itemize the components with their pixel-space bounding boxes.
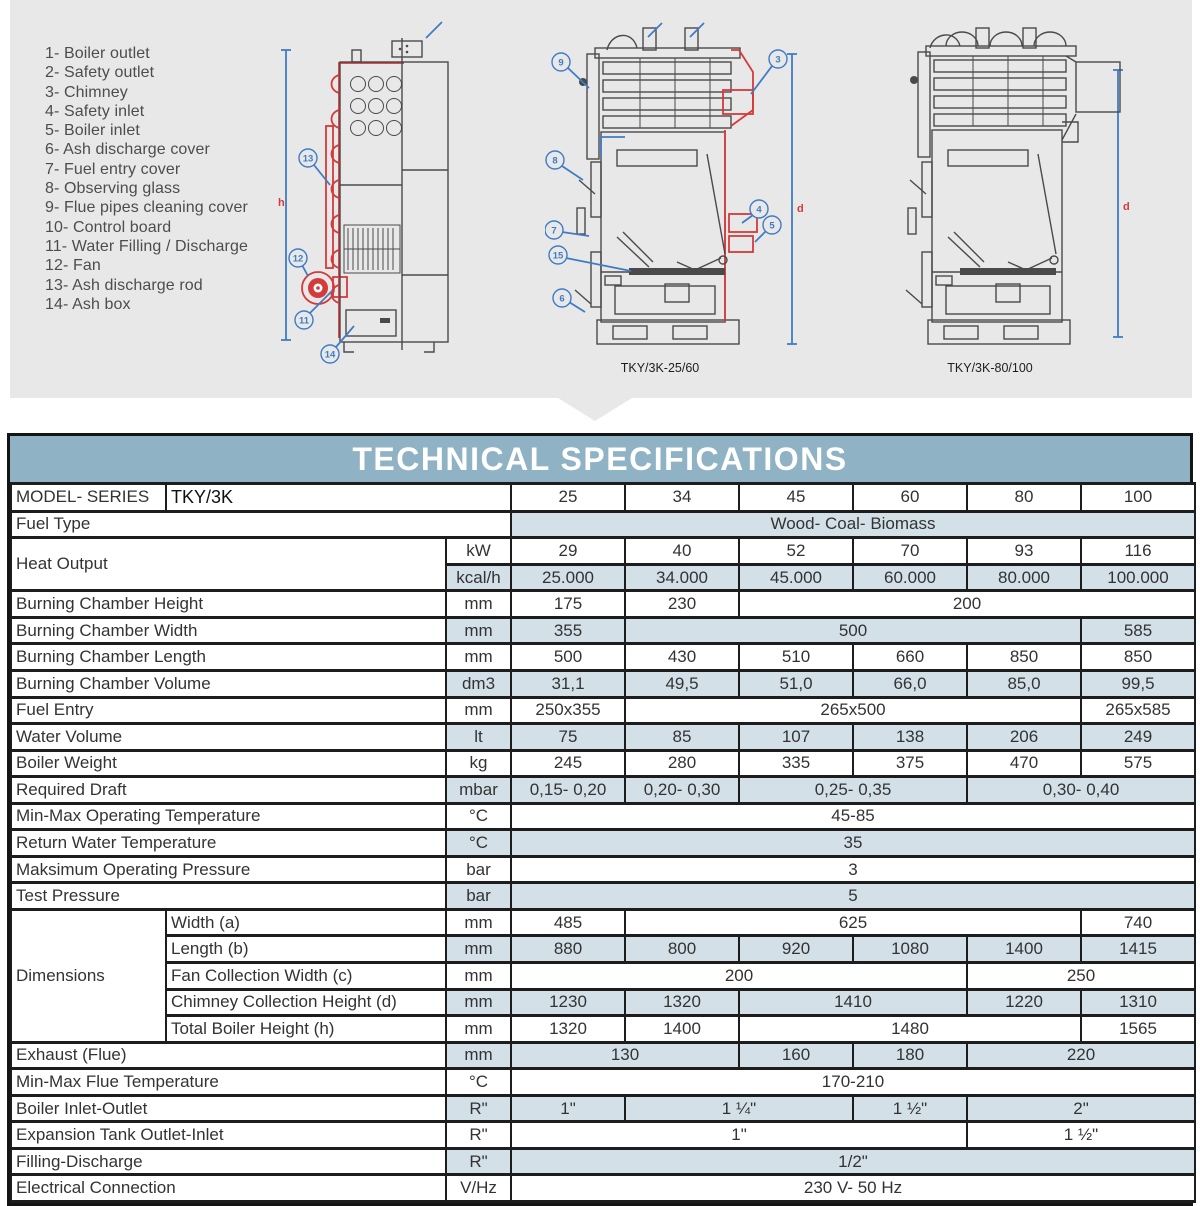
svg-text:3: 3 (775, 54, 781, 66)
spec-row (11, 1122, 1195, 1149)
spec-label: Exhaust (Flue) (11, 1042, 446, 1069)
spec-unit: °C (446, 803, 511, 830)
spec-label: Return Water Temperature (11, 830, 446, 857)
spec-unit: R" (446, 1148, 511, 1175)
spec-value: 170-210 (511, 1069, 1195, 1096)
dimension-line-d (787, 54, 804, 344)
spec-row (11, 1175, 1195, 1202)
spec-value: 1/2" (511, 1148, 1195, 1175)
callout-14 (321, 326, 354, 363)
spec-value: 130 (511, 1042, 739, 1069)
callout-15 (549, 246, 631, 271)
spec-value: 245 (511, 750, 625, 777)
spec-value: 175 (511, 591, 625, 618)
svg-text:5: 5 (769, 220, 775, 232)
spec-row (11, 697, 1195, 724)
spec-unit: bar (446, 883, 511, 910)
spec-value: 75 (511, 724, 625, 751)
spec-value: 100.000 (1081, 564, 1195, 591)
spec-value: 250x355 (511, 697, 625, 724)
svg-text:14: 14 (324, 349, 336, 361)
spec-unit: kW (446, 538, 511, 565)
spec-value: 500 (511, 644, 625, 671)
svg-text:d: d (1123, 201, 1130, 213)
spec-row (11, 989, 1195, 1016)
table-title: TECHNICAL SPECIFICATIONS (10, 436, 1190, 482)
spec-sublabel: Length (b) (166, 936, 446, 963)
callout-3 (751, 50, 787, 94)
spec-value: 40 (625, 538, 739, 565)
spec-value: 52 (739, 538, 853, 565)
spec-row (11, 963, 1195, 990)
dimension-line-h (278, 50, 291, 340)
spec-value: 470 (967, 750, 1081, 777)
spec-value: 0,25- 0,35 (739, 777, 967, 804)
spec-label: Required Draft (11, 777, 446, 804)
spec-row (11, 856, 1195, 883)
spec-value: 200 (739, 591, 1195, 618)
spec-value: 180 (853, 1042, 967, 1069)
spec-value: 70 (853, 538, 967, 565)
boiler-body (340, 38, 448, 350)
spec-value: 800 (625, 936, 739, 963)
spec-row (11, 511, 1195, 538)
spec-row (11, 803, 1195, 830)
spec-row (11, 644, 1195, 671)
svg-text:h: h (278, 197, 285, 209)
spec-value: 1320 (511, 1016, 625, 1043)
spec-table-body (11, 484, 1195, 1202)
spec-value: 51,0 (739, 670, 853, 697)
spec-value: 265x500 (625, 697, 1081, 724)
spec-label: Boiler Weight (11, 750, 446, 777)
svg-text:15: 15 (552, 250, 564, 262)
spec-value: 1080 (853, 936, 967, 963)
spec-value: 1400 (625, 1016, 739, 1043)
spec-value: 25.000 (511, 564, 625, 591)
spec-unit: mm (446, 909, 511, 936)
spec-unit: V/Hz (446, 1175, 511, 1202)
dimension-line-d (1113, 70, 1130, 337)
spec-value: Wood- Coal- Biomass (511, 511, 1195, 538)
spec-row (11, 1095, 1195, 1122)
svg-text:4: 4 (756, 204, 762, 216)
spec-row (11, 1069, 1195, 1096)
caption-tky-25-60: TKY/3K-25/60 (620, 361, 700, 375)
spec-value: 34.000 (625, 564, 739, 591)
spec-value: 1 ½" (853, 1095, 967, 1122)
spec-unit: kg (446, 750, 511, 777)
spec-value: 1" (511, 1095, 625, 1122)
spec-value: 80.000 (967, 564, 1081, 591)
spec-value: 85 (625, 724, 739, 751)
spec-value: 200 (511, 963, 967, 990)
spec-unit: mm (446, 936, 511, 963)
flue-cleaning-cover (579, 54, 599, 159)
svg-text:11: 11 (298, 315, 310, 327)
legend-item: 8- Observing glass (45, 180, 181, 198)
legend-item: 3- Chimney (45, 83, 128, 101)
spec-value: 49,5 (625, 670, 739, 697)
legend-item: 1- Boiler outlet (45, 45, 150, 62)
spec-label: Test Pressure (11, 883, 446, 910)
spec-label: Burning Chamber Height (11, 591, 446, 618)
spec-label: Expansion Tank Outlet-Inlet (11, 1122, 446, 1149)
spec-unit: mm (446, 644, 511, 671)
spec-value: 510 (739, 644, 853, 671)
svg-text:7: 7 (551, 225, 557, 237)
spec-unit: °C (446, 1069, 511, 1096)
spec-label: Filling-Discharge (11, 1148, 446, 1175)
spec-value: 160 (739, 1042, 853, 1069)
spec-value: 375 (853, 750, 967, 777)
spec-sublabel: Width (a) (166, 909, 446, 936)
spec-row (11, 538, 1195, 565)
spec-label: Burning Chamber Width (11, 617, 446, 644)
spec-value: 99,5 (1081, 670, 1195, 697)
spec-row (11, 1016, 1195, 1043)
spec-value: 45-85 (511, 803, 1195, 830)
spec-label: Fuel Entry (11, 697, 446, 724)
callout-12 (289, 249, 308, 276)
diagram-tky-25-60 (545, 22, 815, 362)
spec-row (11, 1148, 1195, 1175)
spec-label: Water Volume (11, 724, 446, 751)
fuel-door-funnel (617, 154, 727, 302)
legend-item: 7- Fuel entry cover (45, 160, 181, 178)
spec-value: 1310 (1081, 989, 1195, 1016)
spec-value: 34 (625, 484, 739, 512)
spec-unit: mm (446, 963, 511, 990)
legend-item: 10- Control board (45, 218, 172, 236)
spec-label: Burning Chamber Length (11, 644, 446, 671)
spec-value: 575 (1081, 750, 1195, 777)
spec-value: 850 (1081, 644, 1195, 671)
ash-box (344, 310, 434, 352)
spec-value: 1230 (511, 989, 625, 1016)
spec-value: 1" (511, 1122, 967, 1149)
svg-text:12: 12 (292, 253, 304, 265)
spec-value: 230 (625, 591, 739, 618)
callout-9 (552, 53, 589, 88)
door-handles (906, 162, 932, 307)
spec-label: Boiler Inlet-Outlet (11, 1095, 446, 1122)
spec-value: 93 (967, 538, 1081, 565)
caption-tky-80-100: TKY/3K-80/100 (947, 361, 1033, 375)
spec-value: 740 (1081, 909, 1195, 936)
spec-value: 1320 (625, 989, 739, 1016)
spec-row (11, 484, 1195, 512)
spec-value: 230 V- 50 Hz (511, 1175, 1195, 1202)
callout-5 (755, 216, 781, 242)
spec-value: 25 (511, 484, 625, 512)
spec-sublabel: Chimney Collection Height (d) (166, 989, 446, 1016)
spec-value: 1 ½" (967, 1122, 1195, 1149)
panel-pointer-notch (558, 398, 632, 421)
spec-value: 430 (625, 644, 739, 671)
spec-value: 85,0 (967, 670, 1081, 697)
spec-unit: mm (446, 1042, 511, 1069)
spec-label: Fuel Type (11, 511, 511, 538)
spec-value: 116 (1081, 538, 1195, 565)
spec-value: 35 (511, 830, 1195, 857)
legend-item: 11- Water Filling / Discharge (45, 237, 248, 255)
spec-unit: °C (446, 830, 511, 857)
legend-item: 9- Flue pipes cleaning cover (45, 199, 248, 217)
control-board (392, 22, 442, 57)
spec-label: Min-Max Flue Temperature (11, 1069, 446, 1096)
spec-value: 29 (511, 538, 625, 565)
spec-row (11, 591, 1195, 618)
spec-label: Min-Max Operating Temperature (11, 803, 446, 830)
spec-value: 1400 (967, 936, 1081, 963)
spec-value: 5 (511, 883, 1195, 910)
flue-cleaning-cover (910, 52, 930, 157)
spec-value: 355 (511, 617, 625, 644)
spec-unit: bar (446, 856, 511, 883)
chimney-collector (1062, 56, 1120, 142)
spec-value: 138 (853, 724, 967, 751)
spec-value: 3 (511, 856, 1195, 883)
spec-row (11, 777, 1195, 804)
spec-value: 1415 (1081, 936, 1195, 963)
spec-value: 920 (739, 936, 853, 963)
spec-row (11, 830, 1195, 857)
spec-value: 66,0 (853, 670, 967, 697)
spec-value: 2" (967, 1095, 1195, 1122)
boiler-outlet-pipes (607, 23, 704, 50)
spec-row (11, 724, 1195, 751)
diagram-tky-80-100 (878, 22, 1138, 362)
spec-value: 220 (967, 1042, 1195, 1069)
spec-series: TKY/3K (166, 484, 511, 512)
spec-label: Electrical Connection (11, 1175, 446, 1202)
legend-item: 5- Boiler inlet (45, 122, 140, 140)
heat-exchanger (595, 48, 740, 128)
spec-unit: mm (446, 617, 511, 644)
boiler-outlet-pipes (930, 28, 1066, 48)
spec-value: 45 (739, 484, 853, 512)
spec-value: 80 (967, 484, 1081, 512)
svg-text:13: 13 (302, 153, 314, 165)
spec-row (11, 1042, 1195, 1069)
spec-unit: lt (446, 724, 511, 751)
spec-table (10, 482, 1196, 1203)
spec-value: 1410 (739, 989, 967, 1016)
spec-value: 0,30- 0,40 (967, 777, 1195, 804)
spec-value: 500 (625, 617, 1081, 644)
spec-row (11, 909, 1195, 936)
spec-value: 280 (625, 750, 739, 777)
grille (344, 225, 400, 273)
callout-6 (553, 289, 585, 312)
legend-item: 12- Fan (45, 257, 101, 275)
spec-value: 1480 (739, 1016, 1081, 1043)
spec-unit: R" (446, 1122, 511, 1149)
spec-unit: mm (446, 989, 511, 1016)
spec-value: 0,20- 0,30 (625, 777, 739, 804)
heat-exchanger (926, 46, 1076, 126)
spec-sublabel: Total Boiler Height (h) (166, 1016, 446, 1043)
spec-value: 880 (511, 936, 625, 963)
svg-text:9: 9 (558, 57, 564, 69)
spec-value: 1565 (1081, 1016, 1195, 1043)
spec-label: Heat Output (11, 538, 446, 591)
spec-value: 206 (967, 724, 1081, 751)
legend-item: 4- Safety inlet (45, 102, 145, 120)
spec-sublabel: Fan Collection Width (c) (166, 963, 446, 990)
spec-value: 485 (511, 909, 625, 936)
spec-label: MODEL- SERIES (11, 484, 166, 512)
spec-value: 250 (967, 963, 1195, 990)
spec-value: 335 (739, 750, 853, 777)
spec-unit: R" (446, 1095, 511, 1122)
parts-legend (45, 44, 248, 314)
spec-label: Burning Chamber Volume (11, 670, 446, 697)
spec-value: 625 (625, 909, 1081, 936)
spec-value: 265x585 (1081, 697, 1195, 724)
legend-item: 2- Safety outlet (45, 64, 155, 82)
spec-value: 31,1 (511, 670, 625, 697)
spec-row (11, 617, 1195, 644)
svg-text:6: 6 (559, 293, 565, 305)
spec-value: 100 (1081, 484, 1195, 512)
boiler-body (928, 130, 1070, 344)
spec-unit: dm3 (446, 670, 511, 697)
callout-7 (545, 221, 589, 239)
spec-value: 0,15- 0,20 (511, 777, 625, 804)
spec-label: Maksimum Operating Pressure (11, 856, 446, 883)
legend-item: 13- Ash discharge rod (45, 276, 203, 294)
spec-group-label: Dimensions (11, 909, 166, 1042)
spec-row (11, 670, 1195, 697)
spec-value: 45.000 (739, 564, 853, 591)
spec-value: 850 (967, 644, 1081, 671)
legend-item: 14- Ash box (45, 295, 131, 313)
spec-unit: mm (446, 591, 511, 618)
spec-value: 585 (1081, 617, 1195, 644)
svg-text:d: d (797, 203, 804, 215)
spec-unit: mm (446, 1016, 511, 1043)
svg-text:8: 8 (552, 155, 558, 167)
flue-pipes (351, 77, 402, 136)
spec-row (11, 883, 1195, 910)
spec-value: 60.000 (853, 564, 967, 591)
spec-value: 107 (739, 724, 853, 751)
spec-unit: kcal/h (446, 564, 511, 591)
chimney-red (723, 50, 757, 322)
diagram-boiler-side-view (278, 20, 488, 370)
legend-item: 6- Ash discharge cover (45, 141, 210, 159)
spec-table-wrap (7, 433, 1193, 1206)
callout-8 (546, 151, 583, 180)
spec-unit: mbar (446, 777, 511, 804)
spec-row (11, 750, 1195, 777)
spec-unit: mm (446, 697, 511, 724)
spec-value: 1220 (967, 989, 1081, 1016)
spec-value: 1 ¼" (625, 1095, 853, 1122)
spec-row (11, 936, 1195, 963)
fuel-door-funnel (948, 154, 1058, 302)
spec-value: 660 (853, 644, 967, 671)
spec-value: 249 (1081, 724, 1195, 751)
spec-value: 60 (853, 484, 967, 512)
